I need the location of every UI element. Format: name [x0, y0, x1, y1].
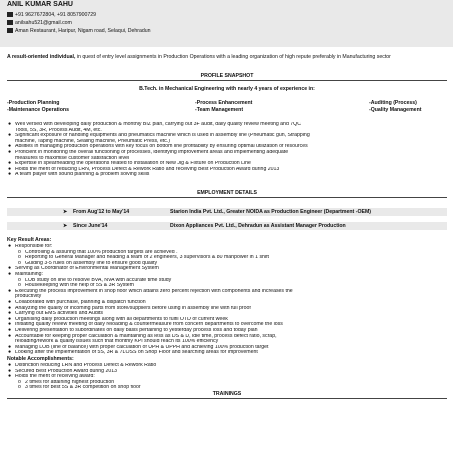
list-item: measures to maximise customer satisfaction level	[15, 155, 130, 161]
sub-list-item: o LOB study on line to resolve BVA, NVA with accurate time study	[18, 277, 172, 283]
sub-list-item: o Housekeeping with the help of 5S & 3R System	[18, 283, 134, 289]
sub-list-item: o Controlling & assuring that 100% production targets are achieved .	[18, 249, 178, 255]
sub-list-item: o 3 times for best 5S & 3R competition on shop floor	[18, 385, 141, 391]
list-item: ● Looking after the implementation of 5S, 3R & 7LOSS on Shop Floor and searching areas for improvement	[8, 350, 258, 356]
skill-item: -Production Planning	[7, 100, 60, 106]
list-item: ● Maintaining:	[8, 271, 43, 277]
list-item: ● Abilities in managing production operations with key focus on bottom line profitability by ensuring optimal utilization of resources	[8, 144, 308, 150]
resume-header	[0, 0, 453, 47]
email-text: anilsahu521@gmail.com	[15, 20, 72, 26]
skill-item: -Auditing (Process)	[369, 100, 417, 106]
objective-text: in quest of entry level assignments in Production Operations with a leading organization of high repute preferably in Manufacturing sector	[75, 54, 391, 60]
list-item: ● Proficient in monitoring the overall functioning of processes, identifying improvement areas and implementing adequate	[8, 149, 289, 155]
home-icon	[7, 28, 13, 33]
sub-list-item: o Reporting to General Manager and heading a team of 2 engineers, 3 supervisors & 80 manpower in 1 shift	[18, 255, 269, 261]
list-item: ● A team player with sound planning & problem solving skills	[8, 172, 150, 178]
phone-icon	[7, 12, 13, 17]
list-item: ● Analyzing the quality of incoming parts from store/suppliers before using in assembly line with full proof	[8, 305, 251, 311]
job-company: Starion India Pvt. Ltd., Greater NOIDA as Production Engineer (Department -OEM)	[170, 209, 371, 215]
list-item: ● Holds the merit of reducing LRN, Process Defect & Rework Ratio and receiving Best Production Award during 2013	[8, 166, 280, 172]
candidate-name: ANIL KUMAR SAHU	[7, 1, 73, 8]
sub-list-item: o 2 times for attaining highest production	[18, 379, 115, 385]
job-row	[7, 222, 447, 230]
list-item: ● Significant exposure of handling equipments and pneumatics machine which is used in assembly line (Pneumatic gun, Strapping	[8, 133, 310, 139]
skill-item: -Team Management	[195, 107, 244, 113]
list-item: ● Expertise in spearheading the operations related to installation of New Jig & Fixture on Production Line	[8, 161, 251, 167]
profile-heading: PROFILE SNAPSHOT	[7, 73, 447, 81]
list-item: ● Accountable for keeping proper calculation & maintaining as less as DS & D, idle time, process defect ratio, scrap,	[8, 333, 277, 339]
objective-lead: A result-oriented individual,	[7, 54, 76, 60]
job-company: Dixon Appliances Pvt. Ltd., Dehradun as Assistant Manager Production	[170, 223, 346, 229]
list-item: ● Delivering presentation to subordinates on daily basis pertaining to yesterday process loss and today plan	[8, 327, 258, 333]
list-item: Tools, 5S, 3R, Process Audit, 4M, etc.	[15, 127, 102, 133]
skill-item: -Maintenance Operations	[7, 107, 69, 113]
list-item: productivity	[15, 294, 42, 300]
notable-list	[7, 363, 447, 391]
list-item: machine, Taping machine, Sealing machine, Pneumatic Press, etc.)	[15, 138, 171, 144]
list-item: ● Collaborated with purchase, planning & dispatch function	[8, 299, 146, 305]
list-item: ● Carrying out EMS activities and Audits	[8, 311, 103, 317]
phone-line	[7, 12, 96, 18]
address-text: Aman Restaurant, Haripur, Nigam road, Selaqui, Dehradun	[15, 28, 151, 34]
kra-title: Key Result Areas:	[7, 237, 52, 243]
list-item: reloading/rework & quality issues such that monthly KPI should reach its 100% efficiency	[15, 339, 219, 345]
skill-item: -Process Enhancement	[195, 100, 253, 106]
address-line	[7, 28, 151, 34]
job-row	[7, 208, 447, 216]
arrow-icon: ➤	[63, 209, 68, 215]
list-item: ● Managing LOB (line of balance) with proper calculation of UPH & UPPH and achieving 100% production target	[8, 344, 269, 350]
list-item: ● Serving as Coordinator of Environmental Management System	[8, 266, 159, 272]
list-item: ● Secured Best Production Award during 2013	[8, 368, 117, 374]
email-icon	[7, 20, 13, 25]
arrow-icon: ➤	[63, 223, 68, 229]
notable-title: Notable Accomplishments:	[7, 356, 74, 362]
job-period: Since June'14	[73, 223, 108, 229]
degree-line: B.Tech. in Mechanical Engineering with nearly 4 years of experience in:	[139, 86, 315, 92]
kra-list	[7, 244, 447, 356]
list-item: ● Distinction reducing LRN and Process Defect & Rework Ratio	[8, 363, 157, 368]
objective	[7, 54, 447, 60]
list-item: ● Responsible for:	[8, 244, 53, 249]
profile-bullets	[7, 122, 447, 178]
skill-item: -Quality Management	[369, 107, 422, 113]
skills-grid	[7, 100, 447, 114]
list-item: ● Initiating quality review meeting of daily reloading & countermeasure from concern departments to overcome the loss	[8, 322, 283, 328]
sub-list-item: o Guiding 3-5 rules on assembly line to ensure good quality	[18, 260, 158, 266]
employment-heading: EMPLOYMENT DETAILS	[7, 190, 447, 198]
list-item: ● Organising daily production meetings along with all departments to fulfil OTD of current week	[8, 316, 228, 322]
list-item: ● Holds the merit of receiving award:	[8, 374, 95, 380]
trainings-heading: TRAININGS	[7, 391, 447, 399]
phone-text: +91 9627672804, +91 8057900729	[15, 12, 97, 18]
list-item: ● Executing the process improvement in shop floor which attains zero percent rejection with components and increases the	[8, 288, 293, 294]
job-period: From Aug'12 to May'14	[73, 209, 130, 215]
email-line	[7, 20, 72, 26]
list-item: ● Well versed with developing daily production & monthly BIZ plan, carrying out 3F audit, daily quality review meeting and 7QC	[8, 122, 301, 127]
